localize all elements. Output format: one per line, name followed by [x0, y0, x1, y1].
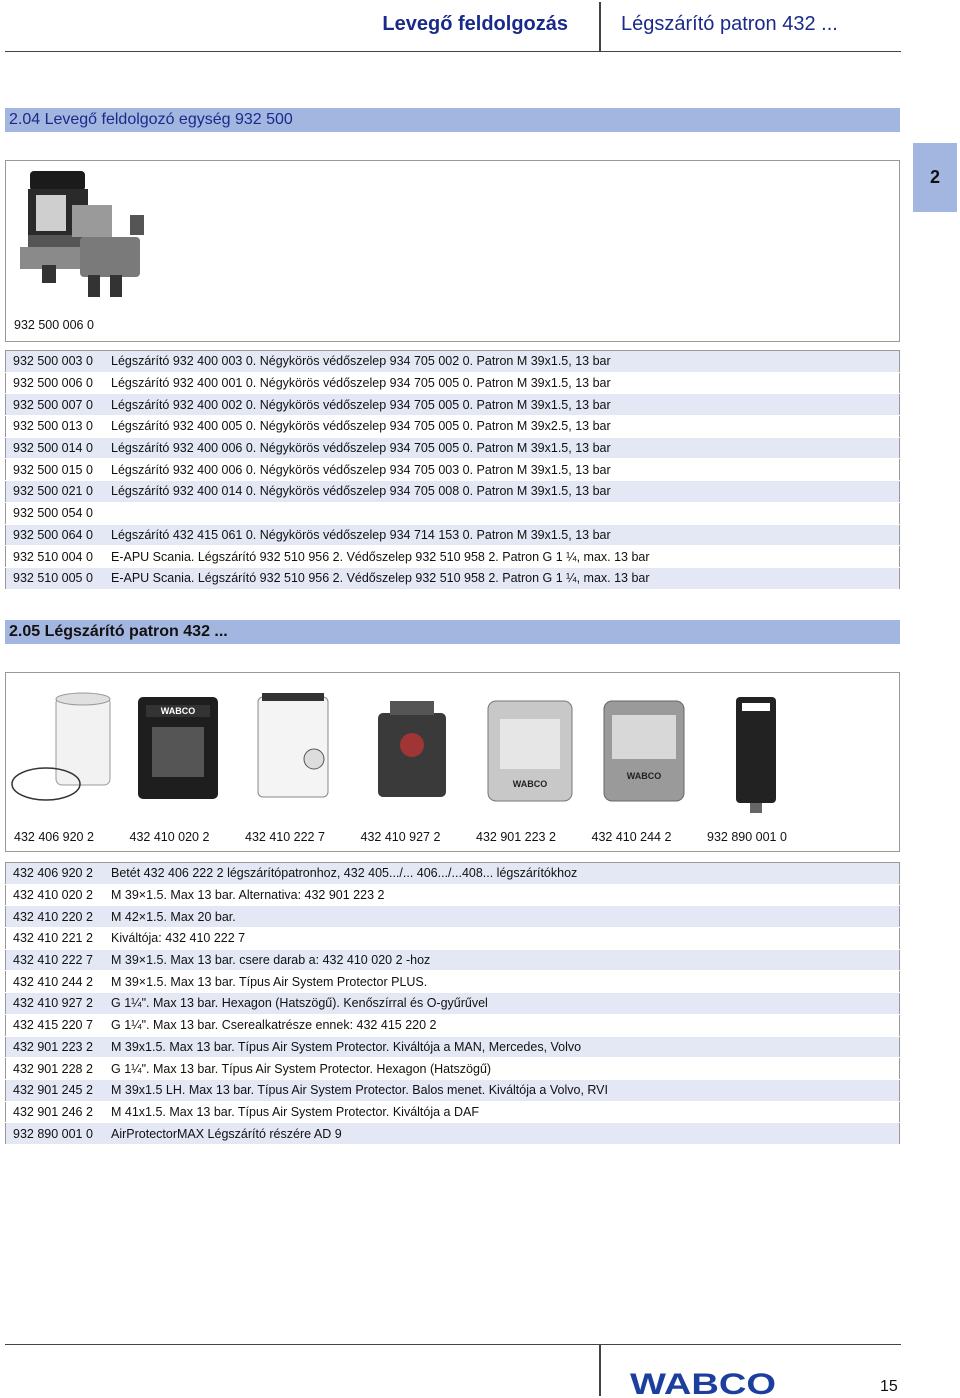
part-description: E-APU Scania. Légszárító 932 510 956 2. Védőszelep 932 510 958 2. Patron G 1 ¼, max. 13 bar — [104, 546, 900, 568]
footer-rule — [5, 1344, 901, 1345]
cartridge-airprotectormax-image — [736, 697, 776, 813]
part-number: 932 500 021 0 — [6, 481, 105, 503]
unit-image-panel — [5, 160, 900, 342]
cartridge-caption: 432 406 920 2 — [14, 830, 94, 844]
cartridge-caption: 432 410 020 2 — [129, 830, 210, 844]
table-row — [6, 481, 900, 503]
table-row — [6, 1036, 900, 1058]
cartridge-images — [6, 679, 899, 819]
part-number: 932 500 003 0 — [6, 351, 105, 373]
table-row — [6, 1014, 900, 1036]
svg-text:WABCO: WABCO — [160, 706, 196, 716]
part-number: 432 410 222 7 — [6, 949, 105, 971]
part-number: 432 415 220 7 — [6, 1014, 105, 1036]
part-number: 932 510 005 0 — [6, 567, 105, 589]
section-title-2-05: 2.05 Légszárító patron 432 ... — [5, 620, 900, 644]
part-description: Légszárító 932 400 001 0. Négykörös védőszelep 934 705 005 0. Patron M 39x1.5, 13 bar — [104, 372, 900, 394]
page-number: 15 — [880, 1378, 898, 1395]
wabco-logo — [630, 1368, 780, 1398]
part-description: Betét 432 406 222 2 légszárítópatronhoz, 432 405.../... 406.../...408... légszárítókhoz — [104, 863, 900, 885]
table-row — [6, 394, 900, 416]
table-row — [6, 949, 900, 971]
table-row — [6, 437, 900, 459]
part-description: M 39×1.5. Max 13 bar. Típus Air System Protector PLUS. — [104, 971, 900, 993]
part-description: M 39×1.5. Max 13 bar. Alternativa: 432 901 223 2 — [104, 884, 900, 906]
part-number: 432 410 927 2 — [6, 993, 105, 1015]
cartridge-hexagon-image — [378, 701, 446, 797]
part-description: Légszárító 932 400 005 0. Négykörös védőszelep 934 705 005 0. Patron M 39x2.5, 13 bar — [104, 416, 900, 438]
part-number: 432 410 221 2 — [6, 928, 105, 950]
table-row — [6, 1101, 900, 1123]
part-number: 932 500 013 0 — [6, 416, 105, 438]
table-row — [6, 524, 900, 546]
table-row — [6, 863, 900, 885]
cartridge-caption: 432 410 244 2 — [591, 830, 672, 844]
part-description: G 1¼". Max 13 bar. Cserealkatrésze ennek: 432 415 220 2 — [104, 1014, 900, 1036]
filter-insert-image — [12, 693, 110, 800]
cartridge-system-protector-image — [488, 701, 572, 801]
table-row — [6, 502, 900, 524]
table-row — [6, 971, 900, 993]
svg-text:WABCO: WABCO — [512, 779, 548, 789]
part-number: 432 410 020 2 — [6, 884, 105, 906]
part-number: 432 410 244 2 — [6, 971, 105, 993]
part-description: G 1¼". Max 13 bar. Hexagon (Hatszögű). Kenőszírral és O-gyűrűvel — [104, 993, 900, 1015]
unit-image-caption: 932 500 006 0 — [14, 318, 94, 332]
part-description: Légszárító 432 415 061 0. Négykörös védőszelep 934 714 153 0. Patron M 39x1.5, 13 bar — [104, 524, 900, 546]
table-row — [6, 372, 900, 394]
part-number: 932 500 007 0 — [6, 394, 105, 416]
part-description: M 39x1.5 LH. Max 13 bar. Típus Air System Protector. Balos menet. Kiváltója a Volvo, RVI — [104, 1079, 900, 1101]
table-row — [6, 1079, 900, 1101]
air-processing-unit-image — [12, 165, 152, 305]
part-description: M 42×1.5. Max 20 bar. — [104, 906, 900, 928]
table-row — [6, 884, 900, 906]
chapter-tab[interactable]: 2 — [913, 143, 957, 212]
table-row — [6, 1058, 900, 1080]
part-description: M 39×1.5. Max 13 bar. csere darab a: 432 410 020 2 -hoz — [104, 949, 900, 971]
part-number: 932 500 015 0 — [6, 459, 105, 481]
cartridge-caption-row — [14, 830, 823, 844]
part-number: 932 500 014 0 — [6, 437, 105, 459]
part-number: 932 500 006 0 — [6, 372, 105, 394]
cartridge-caption: 432 410 927 2 — [360, 830, 441, 844]
cartridge-black-image — [138, 697, 218, 799]
part-number: 432 901 246 2 — [6, 1101, 105, 1123]
svg-text:WABCO: WABCO — [630, 1368, 776, 1398]
part-description: Kiváltója: 432 410 222 7 — [104, 928, 900, 950]
part-number: 432 901 245 2 — [6, 1079, 105, 1101]
table-row — [6, 928, 900, 950]
part-number: 932 890 001 0 — [6, 1123, 105, 1145]
part-description: E-APU Scania. Légszárító 932 510 956 2. Védőszelep 932 510 958 2. Patron G 1 ¼, max. 13 bar — [104, 567, 900, 589]
cartridge-plus-image — [604, 701, 684, 801]
table-row — [6, 906, 900, 928]
section-title-2-04: 2.04 Levegő feldolgozó egység 932 500 — [5, 108, 900, 132]
part-number: 432 406 920 2 — [6, 863, 105, 885]
part-description: Légszárító 932 400 002 0. Négykörös védőszelep 934 705 005 0. Patron M 39x1.5, 13 bar — [104, 394, 900, 416]
cartridge-image-panel — [5, 672, 900, 852]
table-row — [6, 351, 900, 373]
table-row — [6, 416, 900, 438]
part-number: 432 901 228 2 — [6, 1058, 105, 1080]
cartridge-caption: 432 410 222 7 — [245, 830, 325, 844]
part-description: M 41x1.5. Max 13 bar. Típus Air System Protector. Kiváltója a DAF — [104, 1101, 900, 1123]
header-section-title: Levegő feldolgozás — [382, 13, 568, 35]
header-divider — [599, 2, 601, 52]
part-number: 432 901 223 2 — [6, 1036, 105, 1058]
part-description: Légszárító 932 400 006 0. Négykörös védőszelep 934 705 003 0. Patron M 39x1.5, 13 bar — [104, 459, 900, 481]
table-row — [6, 459, 900, 481]
cartridge-white-image — [258, 693, 328, 797]
svg-text:WABCO: WABCO — [626, 771, 662, 781]
part-number: 932 500 054 0 — [6, 502, 105, 524]
part-number: 932 510 004 0 — [6, 546, 105, 568]
table-row — [6, 567, 900, 589]
part-description: M 39x1.5. Max 13 bar. Típus Air System Protector. Kiváltója a MAN, Mercedes, Volvo — [104, 1036, 900, 1058]
part-number: 432 410 220 2 — [6, 906, 105, 928]
header-subtitle: Légszárító patron 432 ... — [621, 13, 838, 35]
table-row — [6, 546, 900, 568]
part-description: Légszárító 932 400 014 0. Négykörös védőszelep 934 705 008 0. Patron M 39x1.5, 13 bar — [104, 481, 900, 503]
table-row — [6, 993, 900, 1015]
cartridge-caption: 432 901 223 2 — [476, 830, 556, 844]
header-rule — [5, 51, 901, 52]
cartridge-caption: 932 890 001 0 — [707, 830, 787, 844]
part-number: 932 500 064 0 — [6, 524, 105, 546]
table-row — [6, 1123, 900, 1145]
part-description: Légszárító 932 400 003 0. Négykörös védőszelep 934 705 002 0. Patron M 39x1.5, 13 bar — [104, 351, 900, 373]
part-description — [104, 502, 900, 524]
part-description: G 1¼". Max 13 bar. Típus Air System Protector. Hexagon (Hatszögű) — [104, 1058, 900, 1080]
unit-parts-table — [5, 350, 900, 590]
part-description: AirProtectorMAX Légszárító részére AD 9 — [104, 1123, 900, 1145]
part-description: Légszárító 932 400 006 0. Négykörös védőszelep 934 705 005 0. Patron M 39x1.5, 13 bar — [104, 437, 900, 459]
footer-divider — [599, 1344, 601, 1396]
cartridge-parts-table — [5, 862, 900, 1145]
